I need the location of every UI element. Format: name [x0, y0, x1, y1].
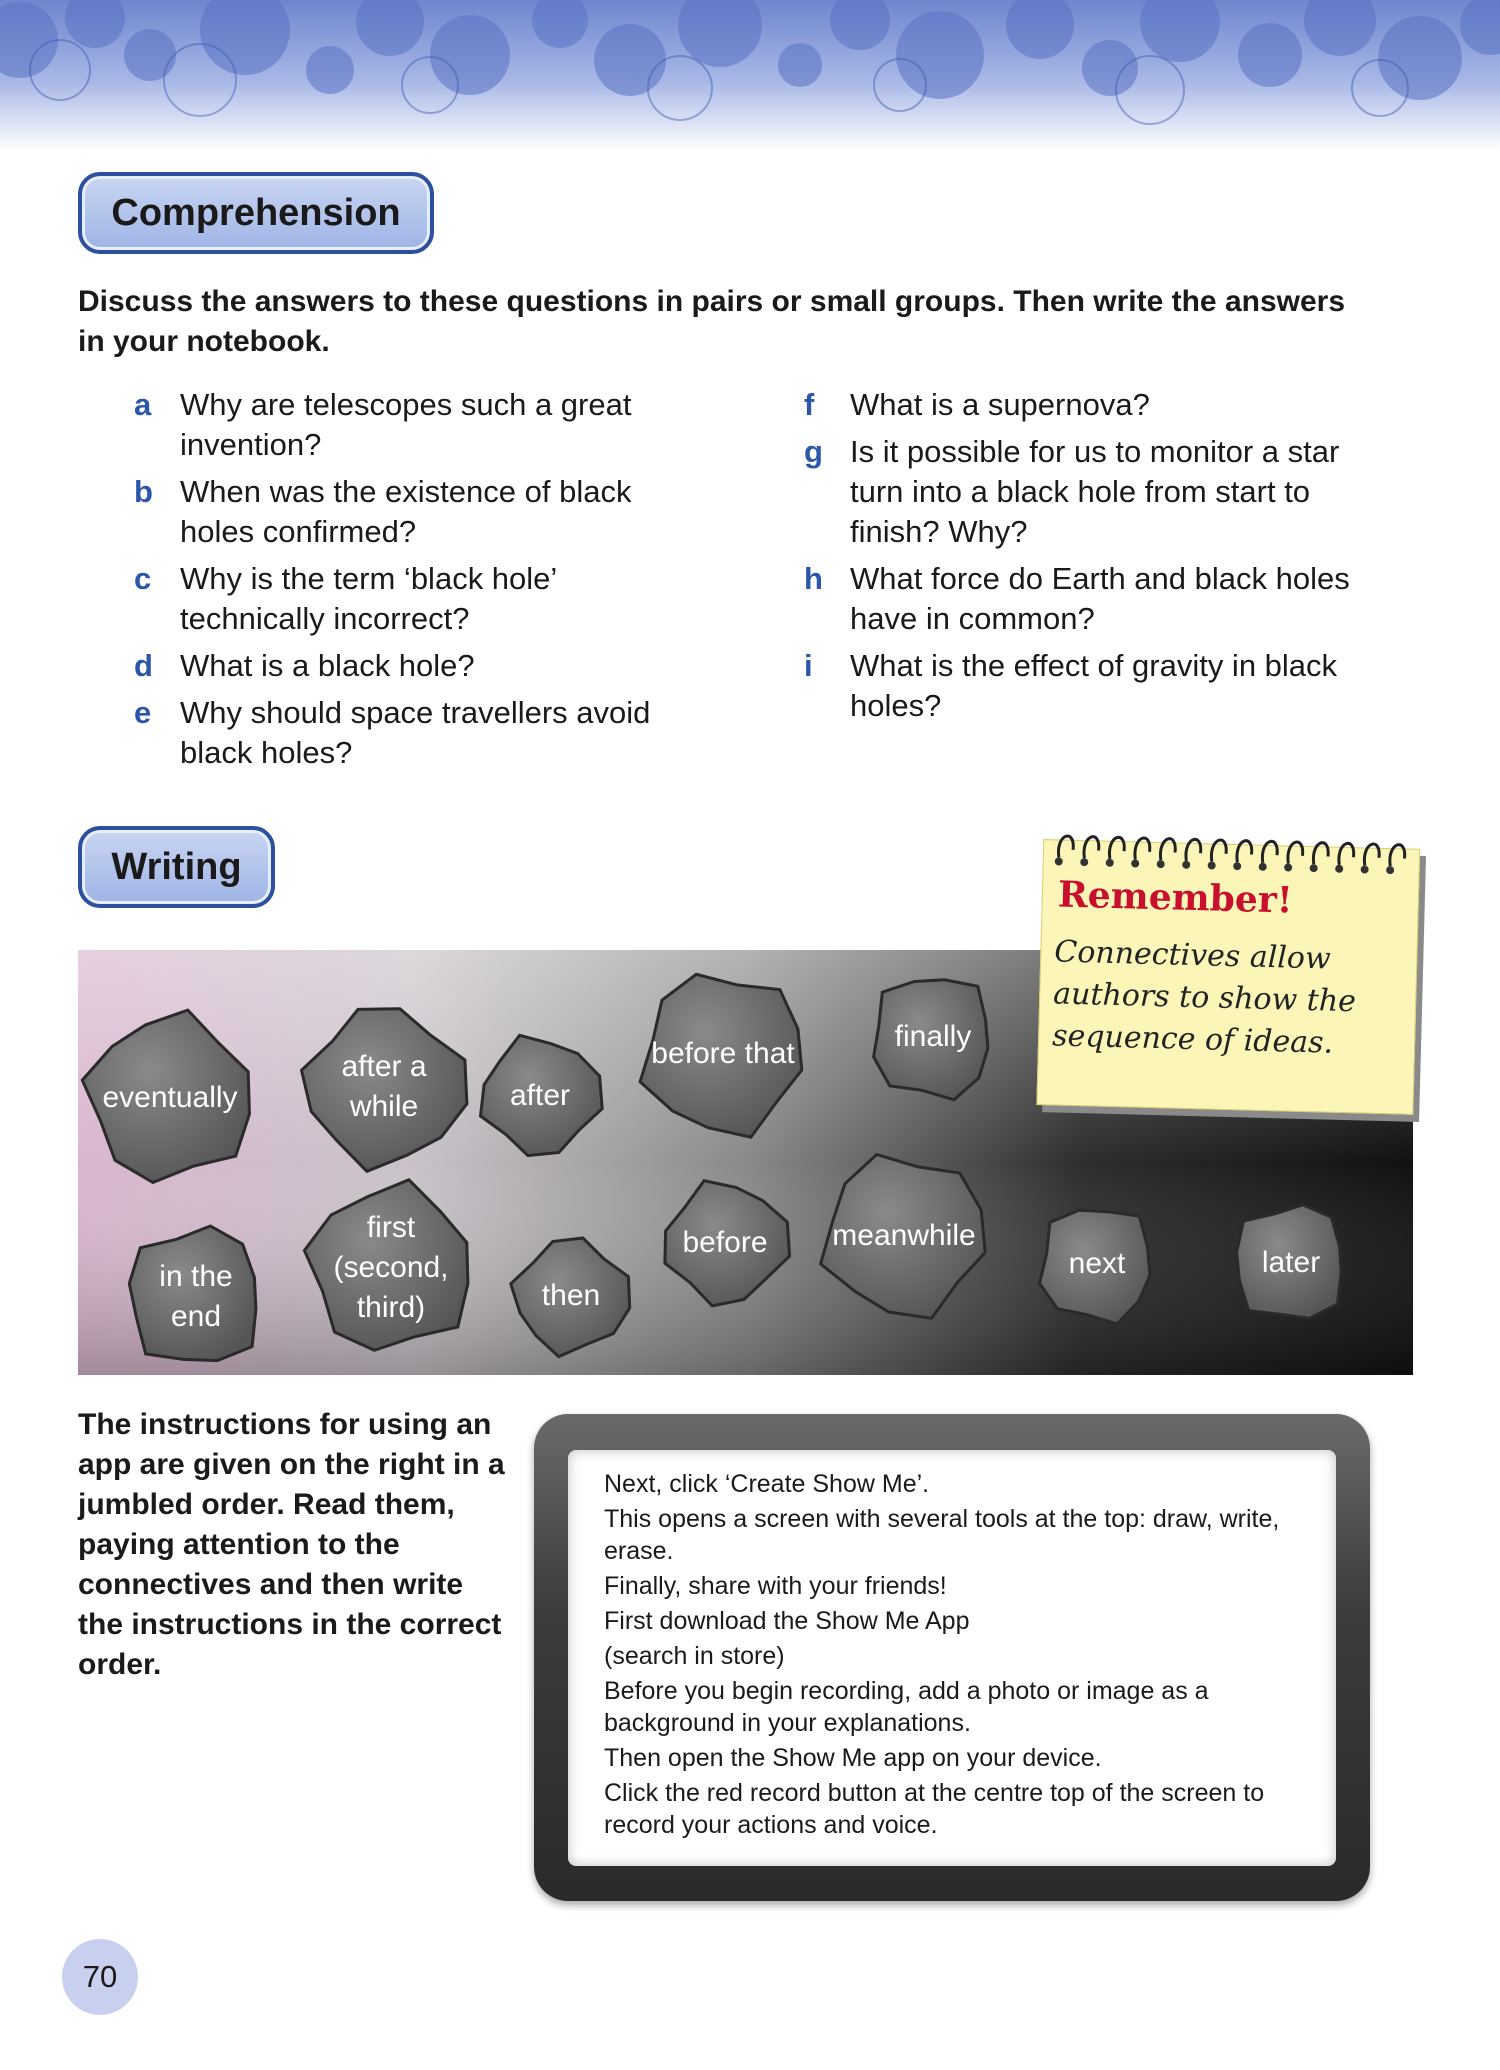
remember-note	[1036, 823, 1425, 1115]
spiral-ring	[1109, 837, 1124, 859]
spiral-ring	[1186, 839, 1201, 861]
question-text: When was the existence of black holes confirmed?	[180, 474, 632, 549]
spiral-hole	[1310, 864, 1318, 872]
connective-label: before	[682, 1226, 768, 1259]
question-letter: a	[134, 387, 152, 422]
questions-right	[804, 385, 1394, 733]
instruction-line: (search in store)	[604, 1642, 785, 1670]
question-a	[134, 385, 694, 465]
spiral-hole	[1131, 859, 1139, 867]
spiral-hole	[1182, 861, 1190, 869]
spiral-hole	[1386, 866, 1394, 874]
question-text: What is a black hole?	[180, 648, 475, 683]
question-text: Why are telescopes such a great invention?	[180, 387, 632, 462]
connective-label: finally	[894, 1020, 972, 1053]
spiral-ring	[1262, 841, 1277, 863]
question-b	[134, 472, 694, 552]
connective-label: meanwhile	[832, 1219, 976, 1252]
spiral-hole	[1080, 858, 1088, 866]
question-letter: d	[134, 648, 153, 683]
instruction-line: Finally, share with your friends!	[604, 1572, 947, 1600]
question-d	[134, 646, 694, 686]
question-letter: b	[134, 474, 153, 509]
connective-label: in the end	[159, 1260, 233, 1333]
tablet-screen	[568, 1450, 1336, 1866]
spiral-hole	[1106, 859, 1114, 867]
spiral-hole	[1208, 861, 1216, 869]
instruction-line: First download the Show Me App	[604, 1607, 970, 1635]
spiral-ring	[1135, 838, 1150, 860]
tablet-frame	[534, 1414, 1370, 1901]
question-h	[804, 559, 1394, 639]
writing-heading	[78, 826, 275, 908]
instruction-line: Before you begin recording, add a photo or image as a background in your explanations.	[604, 1677, 1209, 1737]
question-letter: h	[804, 561, 823, 596]
question-g	[804, 432, 1394, 552]
question-text: What force do Earth and black holes have in common?	[850, 561, 1350, 636]
questions-left	[134, 385, 694, 780]
instructions-prompt: The instructions for using an app are given on the right in a jumbled order. Read them, paying attention to the connectives and then write the instructions in the correct order.	[78, 1408, 505, 1681]
connective-label: before that	[651, 1037, 795, 1070]
instruction-line: This opens a screen with several tools at the top: draw, write, erase.	[604, 1505, 1280, 1565]
comprehension-heading-text: Comprehension	[111, 191, 401, 234]
connective-label: next	[1068, 1247, 1126, 1280]
note-title: Remember!	[1057, 873, 1294, 922]
spiral-ring	[1339, 843, 1354, 865]
question-c	[134, 559, 694, 639]
comprehension-heading	[78, 172, 434, 254]
spiral-hole	[1055, 857, 1063, 865]
question-text: What is the effect of gravity in black holes?	[850, 648, 1338, 723]
question-text: Why is the term ‘black hole’ technically incorrect?	[180, 561, 557, 636]
spiral-hole	[1361, 865, 1369, 873]
writing-heading-text: Writing	[111, 845, 242, 888]
spiral-ring	[1237, 840, 1252, 862]
question-text: Is it possible for us to monitor a star turn into a black hole from start to finish? Why?	[850, 434, 1340, 549]
spiral-ring	[1364, 844, 1379, 866]
question-text: What is a supernova?	[850, 387, 1150, 422]
connective-label: after	[509, 1079, 571, 1112]
question-f	[804, 385, 1394, 425]
spiral-ring	[1313, 842, 1328, 864]
spiral-hole	[1233, 862, 1241, 870]
spiral-ring	[1160, 838, 1175, 860]
connective-label: after a while	[341, 1050, 427, 1123]
page-number-text: 70	[82, 1959, 118, 1994]
question-i	[804, 646, 1394, 726]
spiral-ring	[1390, 844, 1405, 866]
question-e	[134, 693, 694, 773]
spiral-ring	[1211, 840, 1226, 862]
comprehension-intro: Discuss the answers to these questions in pairs or small groups. Then write the answers in your notebook.	[78, 285, 1346, 358]
connective-label: eventually	[102, 1081, 238, 1114]
connective-label: then	[541, 1279, 601, 1312]
question-letter: i	[804, 648, 813, 683]
question-letter: c	[134, 561, 152, 596]
spiral-ring	[1058, 836, 1073, 858]
instruction-line: Next, click ‘Create Show Me’.	[604, 1470, 930, 1498]
spiral-hole	[1157, 860, 1165, 868]
spiral-hole	[1335, 865, 1343, 873]
connective-label: first (second, third)	[333, 1211, 449, 1324]
connective-label: later	[1261, 1246, 1321, 1279]
page-number	[62, 1939, 138, 2015]
note-body: Connectives allow authors to show the sequence of ideas.	[1051, 934, 1357, 1061]
question-letter: e	[134, 695, 152, 730]
spiral-ring	[1288, 842, 1303, 864]
bubble-banner	[0, 0, 1500, 150]
spiral-hole	[1284, 863, 1292, 871]
spiral-ring	[1084, 836, 1099, 858]
instruction-line: Click the red record button at the centre top of the screen to record your actions and voice.	[604, 1779, 1265, 1839]
spiral-hole	[1259, 863, 1267, 871]
question-letter: f	[804, 387, 815, 422]
question-text: Why should space travellers avoid black holes?	[180, 695, 651, 770]
question-letter: g	[804, 434, 823, 469]
instruction-line: Then open the Show Me app on your device.	[604, 1744, 1102, 1772]
